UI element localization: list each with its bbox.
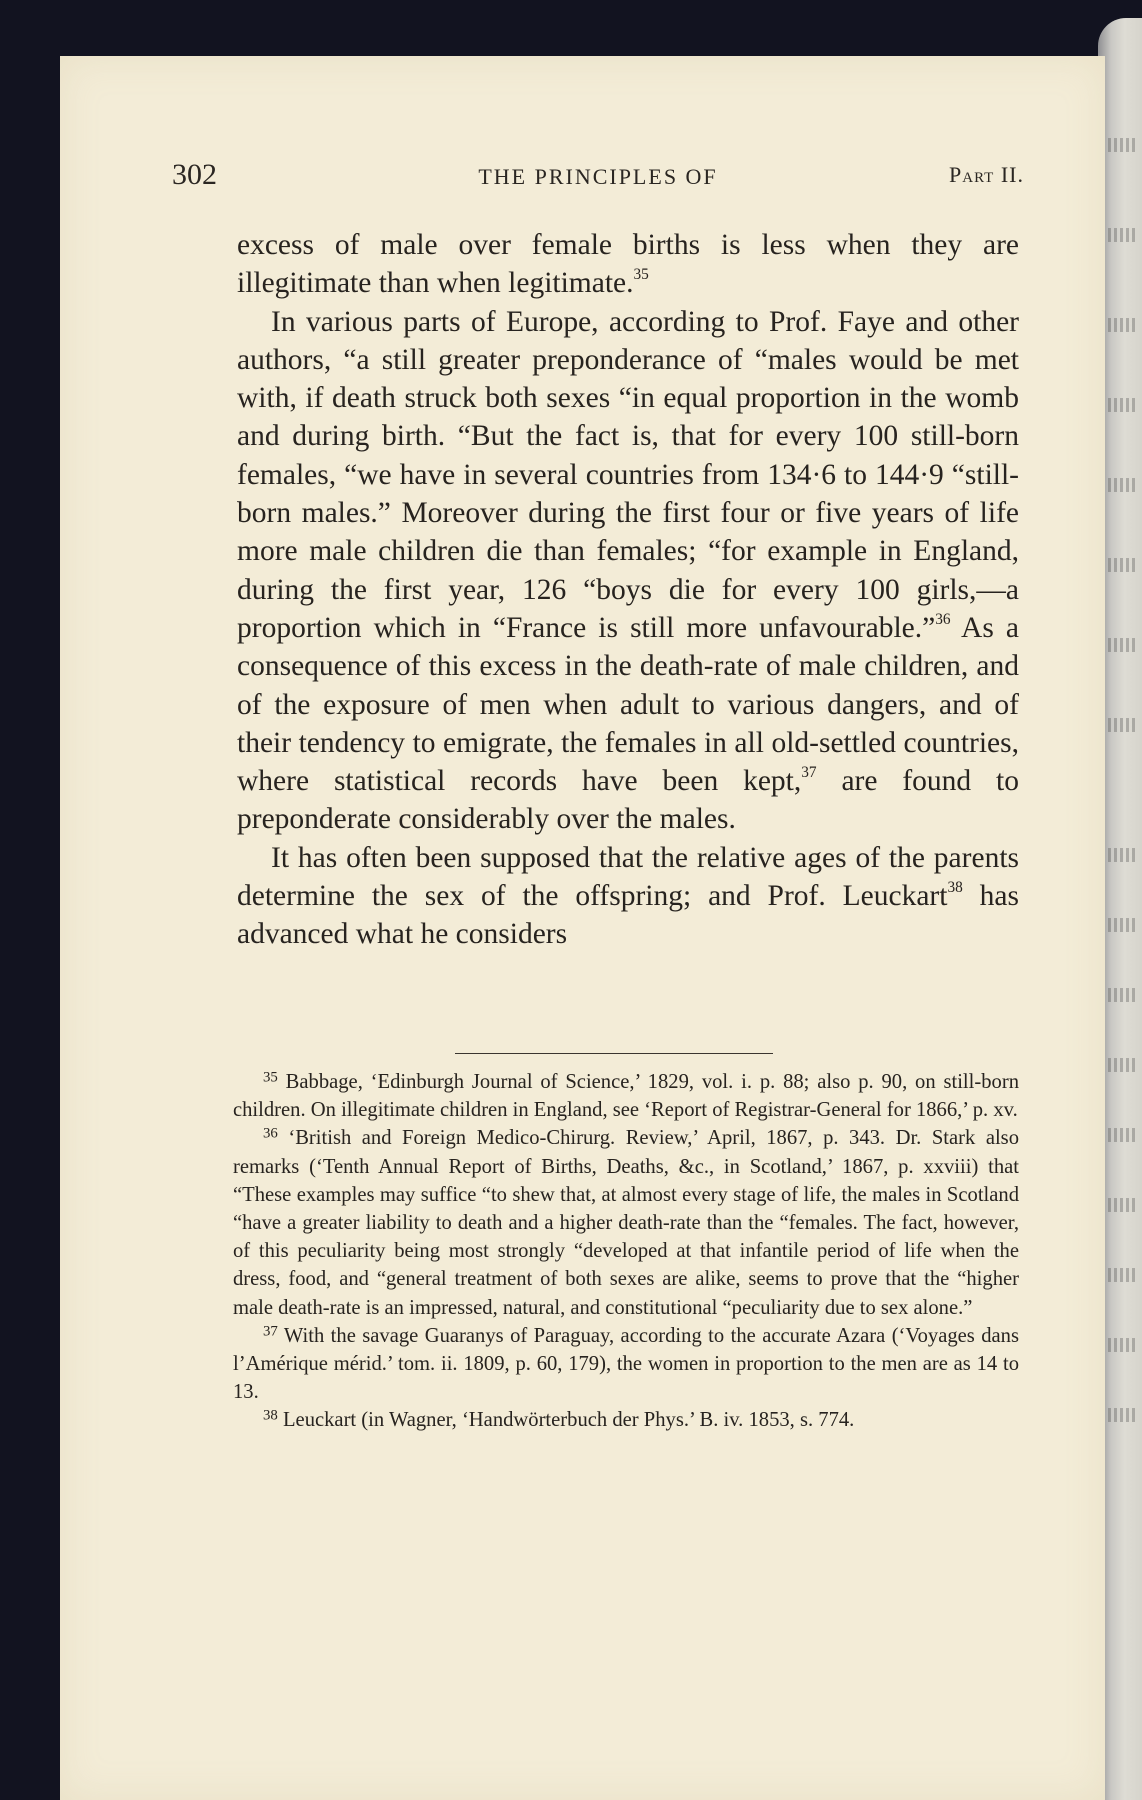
footnote-ref: 35 — [633, 266, 649, 284]
footnote-36 — [233, 1124, 1019, 1321]
footnote-ref: 36 — [935, 610, 951, 628]
footnote-35 — [233, 1068, 1019, 1124]
paragraph-2 — [237, 303, 1019, 839]
footnote-text: ‘British and Foreign Medico-Chirurg. Review,’ April, 1867, p. 343. Dr. Stark also remarks (‘Tenth Annual Report of Births, Deaths, &c., in Scotland,’ 1867, p. xxviii) that “These examples may suffice “to shew that, at almost every stage of life, the males in Scotland “have a greater liability to death and a higher death-rate than the “females. The fact, however, of this peculiarity being most strongly “developed at that infantile period of life when the dress, food, and “general treatment of both sexes are alike, seems to prove that the “higher male death-rate is an impressed, natural, and constitutional “peculiarity due to sex alone.” — [233, 1127, 1019, 1319]
footnote-mark: 38 — [263, 1407, 278, 1424]
footnote-text: Babbage, ‘Edinburgh Journal of Science,’ 1829, vol. i. p. 88; also p. 90, on still-born children. On illegitimate children in England, see ‘Report of Registrar-General for 1866,’ p. xv. — [233, 1071, 1019, 1122]
body-text — [237, 226, 1019, 954]
bleed-through-mark — [1108, 1268, 1138, 1282]
bleed-through-mark — [1108, 1058, 1138, 1072]
footnote-divider — [455, 1053, 773, 1054]
bleed-through-mark — [1108, 478, 1138, 492]
footnote-38 — [233, 1406, 1019, 1434]
footnote-text: Leuckart (in Wagner, ‘Handwörterbuch der Phys.’ B. iv. 1853, s. 774. — [277, 1409, 855, 1432]
bleed-through-mark — [1108, 638, 1138, 652]
footnote-mark: 37 — [263, 1323, 278, 1340]
bleed-through-mark — [1108, 988, 1138, 1002]
bleed-through-mark — [1108, 318, 1138, 332]
footnotes — [233, 1068, 1019, 1435]
page-number: 302 — [172, 158, 217, 191]
footnote-ref: 37 — [801, 764, 817, 782]
bleed-through-mark — [1108, 558, 1138, 572]
footnote-37 — [233, 1322, 1019, 1407]
paragraph-text: are found to preponderate considerably over the males. — [237, 765, 1020, 836]
bleed-through-mark — [1108, 138, 1138, 152]
running-title: THE PRINCIPLES OF — [478, 164, 718, 189]
footnote-mark: 36 — [263, 1125, 278, 1142]
part-label: Part II. — [949, 162, 1024, 187]
bleed-through-mark — [1108, 1408, 1138, 1422]
bleed-through-mark — [1108, 918, 1138, 932]
paragraph-3 — [237, 839, 1019, 954]
paragraph-1 — [237, 226, 1019, 303]
footnote-mark: 35 — [263, 1069, 278, 1086]
bleed-through-mark — [1108, 398, 1138, 412]
bleed-through-mark — [1108, 718, 1138, 732]
running-head — [172, 158, 1024, 198]
bleed-through-mark — [1108, 1198, 1138, 1212]
paragraph-text: has advanced what he considers — [237, 880, 1019, 951]
bleed-through-mark — [1108, 1338, 1138, 1352]
paragraph-text: In various parts of Europe, according to Prof. Faye and other authors, “a still greater preponderance of “males would be met with, if death struck both sexes “in equal proportion in the womb and during birth. “But the fact is, that for every 100 still-born females, “we have in several countries from 134·6 to 144·9 “still-born males.” Moreover during the first four or five years of life more male children die than females; “for example in England, during the first year, 126 “boys die for every 100 girls,—a proportion which in “France is still more unfavourable.” — [237, 305, 1019, 644]
paragraph-text: As a consequence of this excess in the death-rate of male children, and of the exposure of men when adult to various dangers, and of their tendency to emigrate, the females in all old-settled countries, where statistical records have been kept, — [237, 611, 1019, 798]
footnote-ref: 38 — [947, 879, 963, 897]
bleed-through-mark — [1108, 848, 1138, 862]
paragraph-text: excess of male over female births is less when they are illegitimate than when legitimate. — [237, 229, 1019, 300]
footnote-text: With the savage Guaranys of Paraguay, according to the accurate Azara (‘Voyages dans l’Amérique mérid.’ tom. ii. 1809, p. 60, 179), the women in proportion to the men are as 14 to 13. — [233, 1324, 1019, 1404]
paragraph-text: It has often been supposed that the relative ages of the parents determine the sex of the offspring; and Prof. Leuckart — [237, 841, 1019, 913]
bleed-through-mark — [1108, 1128, 1138, 1142]
bleed-through-mark — [1108, 228, 1138, 242]
